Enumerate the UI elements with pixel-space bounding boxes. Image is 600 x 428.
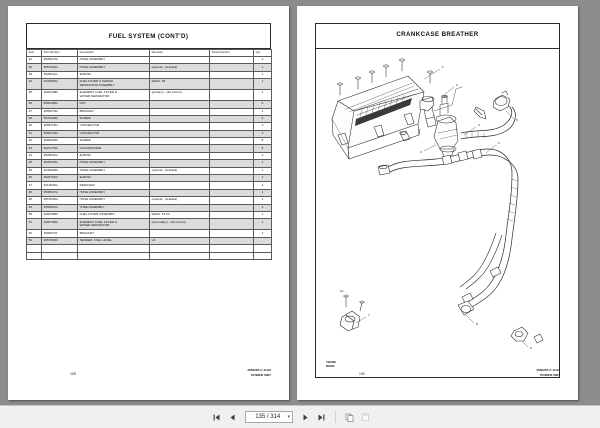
table-row bbox=[27, 189, 272, 196]
description-cell: NUT bbox=[78, 101, 150, 108]
serial-number-cell bbox=[210, 57, 254, 64]
remarks-cell bbox=[150, 138, 210, 145]
table-row bbox=[27, 167, 272, 174]
table-row bbox=[27, 64, 272, 71]
description-cell: HOSE ASSEMBLY bbox=[78, 197, 150, 204]
qty-cell: 1 bbox=[254, 230, 272, 237]
item-cell: 32 bbox=[27, 57, 42, 64]
item-cell: 35 bbox=[27, 90, 42, 101]
col-qty: Qty bbox=[254, 50, 272, 57]
footer-doc-code: 4650287-C 11/13 bbox=[247, 368, 271, 372]
toolbar-separator bbox=[335, 411, 336, 423]
item-cell: 36 bbox=[27, 101, 42, 108]
table-row-empty bbox=[27, 252, 272, 259]
serial-number-cell bbox=[210, 145, 254, 152]
serial-number-cell bbox=[210, 175, 254, 182]
empty-cell bbox=[27, 245, 42, 252]
footer-doc-unit: POWER UNIT bbox=[540, 372, 560, 377]
callout-9: 9 bbox=[530, 346, 532, 350]
description-cell: FUEL FILTER ASSEMBLY bbox=[78, 211, 150, 218]
item-cell: 53 bbox=[27, 237, 42, 244]
description-cell: SENDER, FUEL LEVEL bbox=[78, 237, 150, 244]
serial-number-cell bbox=[210, 64, 254, 71]
remarks-cell: W/Ref. 51-52 bbox=[150, 211, 210, 218]
table-row bbox=[27, 57, 272, 64]
remarks-cell bbox=[150, 57, 210, 64]
next-page-icon[interactable] bbox=[299, 411, 312, 424]
serial-number-cell bbox=[210, 189, 254, 196]
qty-cell: 1 bbox=[254, 160, 272, 167]
remarks-cell bbox=[150, 115, 210, 122]
qty-cell: 1 bbox=[254, 167, 272, 174]
serial-number-cell bbox=[210, 108, 254, 115]
table-row bbox=[27, 108, 272, 115]
serial-number-cell bbox=[210, 123, 254, 130]
description-cell: SCREW bbox=[78, 138, 150, 145]
item-cell: 41 bbox=[27, 130, 42, 137]
item-cell: 37 bbox=[27, 108, 42, 115]
table-row bbox=[27, 145, 272, 152]
table-row bbox=[27, 79, 272, 90]
empty-cell bbox=[78, 245, 150, 252]
empty-cell bbox=[27, 252, 42, 259]
diagram-title: CRANKCASE BREATHER bbox=[396, 31, 479, 38]
part-number-cell: 1590670T bbox=[42, 230, 78, 237]
part-number-cell: 4655279G bbox=[42, 108, 78, 115]
description-cell: SCREW bbox=[78, 115, 150, 122]
col-desc: Description bbox=[78, 50, 150, 57]
part-number-cell: 3214533G bbox=[42, 182, 78, 189]
qty-cell: 1 bbox=[254, 175, 272, 182]
serial-number-cell bbox=[210, 71, 254, 78]
remarks-cell: (secondary) - (10 micron) bbox=[150, 219, 210, 230]
callout-2: 2 bbox=[456, 83, 458, 87]
table-row bbox=[27, 182, 272, 189]
part-number-cell: 5266603R bbox=[42, 138, 78, 145]
col-ser: Serial Number bbox=[210, 50, 254, 57]
description-cell: HOSE ASSEMBLY bbox=[78, 189, 150, 196]
description-cell: BRACKET bbox=[78, 108, 150, 115]
last-page-icon[interactable] bbox=[315, 411, 328, 424]
empty-cell bbox=[78, 252, 150, 259]
description-cell: HOSE ASSEMBLY bbox=[78, 160, 150, 167]
remarks-cell bbox=[150, 189, 210, 196]
qty-cell: 1 bbox=[254, 108, 272, 115]
remarks-cell: (primary) - (30 micron) bbox=[150, 90, 210, 101]
item-cell: 42 bbox=[27, 138, 42, 145]
qty-cell: 1 bbox=[254, 189, 272, 196]
callout-8: 8 bbox=[476, 322, 478, 326]
remarks-cell bbox=[150, 108, 210, 115]
qty-cell: 1 bbox=[254, 79, 272, 90]
serial-number-cell bbox=[210, 160, 254, 167]
serial-number-cell bbox=[210, 204, 254, 211]
table-row bbox=[27, 123, 272, 130]
qty-cell: 1 bbox=[254, 57, 272, 64]
copy-icon[interactable] bbox=[343, 411, 356, 424]
serial-number-cell bbox=[210, 219, 254, 230]
item-cell: 40 bbox=[27, 123, 42, 130]
empty-cell bbox=[210, 252, 254, 259]
part-number-cell: 3526791R bbox=[42, 175, 78, 182]
document-page-right[interactable] bbox=[297, 6, 578, 400]
left-page-footer bbox=[26, 368, 271, 382]
item-cell: 46 bbox=[27, 175, 42, 182]
serial-number-cell bbox=[210, 130, 254, 137]
description-cell: HOSE ASSEMBLY bbox=[78, 64, 150, 71]
qty-cell: 1 bbox=[254, 211, 272, 218]
description-cell: HOSE ASSEMBLY bbox=[78, 167, 150, 174]
item-cell: 43 bbox=[27, 145, 42, 152]
page-number-value: 135 / 314 bbox=[255, 414, 281, 420]
first-page-icon[interactable] bbox=[210, 411, 223, 424]
part-number-cell: 4655624G bbox=[42, 204, 78, 211]
empty-cell bbox=[254, 252, 272, 259]
qty-cell: 1 bbox=[254, 204, 272, 211]
callout-5: 5 bbox=[516, 118, 518, 122]
table-row bbox=[27, 230, 272, 237]
item-cell: 33 bbox=[27, 71, 42, 78]
callout-10: 10 bbox=[340, 289, 344, 293]
description-cell: FUEL FILTER & WATER SEPARATOR ASSEMBLY bbox=[78, 79, 150, 90]
item-cell: 38 bbox=[27, 115, 42, 122]
remarks-cell bbox=[150, 152, 210, 159]
remarks-cell bbox=[150, 71, 210, 78]
footer-doc-code: 4650287-C 11/13 bbox=[536, 368, 560, 372]
description-cell: ELEMENT, FUEL FILTER & WATER SEPARATOR bbox=[78, 90, 150, 101]
item-cell: 32 bbox=[27, 64, 42, 71]
table-row bbox=[27, 197, 272, 204]
qty-cell bbox=[254, 237, 272, 244]
item-cell: 45 bbox=[27, 160, 42, 167]
empty-cell bbox=[150, 245, 210, 252]
table-row bbox=[27, 101, 272, 108]
table-row bbox=[27, 152, 272, 159]
part-number-cell: 3525011G bbox=[42, 71, 78, 78]
description-cell: TUBE ASSEMBLY bbox=[78, 204, 150, 211]
item-cell: 47 bbox=[27, 182, 42, 189]
remarks-cell bbox=[150, 145, 210, 152]
part-number-cell: 3231865G bbox=[42, 79, 78, 90]
left-page-title-box bbox=[26, 23, 271, 49]
footer-doc-unit: POWER UNIT bbox=[251, 372, 271, 377]
table-row bbox=[27, 160, 272, 167]
description-cell: BRACKET bbox=[78, 230, 150, 237]
qty-cell: 5 bbox=[254, 138, 272, 145]
empty-cell bbox=[254, 245, 272, 252]
remarks-cell: optional - (braided) bbox=[150, 197, 210, 204]
table-row bbox=[27, 219, 272, 230]
diagram-frame bbox=[315, 23, 560, 378]
item-cell: 45 bbox=[27, 167, 42, 174]
description-cell: ELBOW bbox=[78, 71, 150, 78]
part-number-cell: 4657036G bbox=[42, 197, 78, 204]
description-cell: CONNECTOR bbox=[78, 130, 150, 137]
remarks-cell bbox=[150, 230, 210, 237]
footer-page-number: 128 bbox=[70, 372, 76, 376]
item-cell: 51 bbox=[27, 219, 42, 230]
remarks-cell bbox=[150, 101, 210, 108]
table-row bbox=[27, 237, 272, 244]
page-number-input[interactable] bbox=[245, 411, 293, 423]
part-number-cell: 3282790R bbox=[42, 219, 78, 230]
description-cell: REDUCER bbox=[78, 182, 150, 189]
empty-cell bbox=[42, 252, 78, 259]
qty-cell: 1 bbox=[254, 130, 272, 137]
part-number-cell: 4655279G bbox=[42, 130, 78, 137]
col-part: Part Number bbox=[42, 50, 78, 57]
crankcase-breather-diagram bbox=[316, 49, 561, 378]
description-cell: HOSE ASSEMBLY bbox=[78, 57, 150, 64]
page-navigation-group[interactable] bbox=[210, 411, 372, 424]
qty-cell: 1 bbox=[254, 219, 272, 230]
table-row bbox=[27, 115, 272, 122]
qty-cell: 6 bbox=[254, 115, 272, 122]
item-cell: 48 bbox=[27, 189, 42, 196]
serial-number-cell bbox=[210, 90, 254, 101]
serial-number-cell bbox=[210, 101, 254, 108]
callout-3: 3 bbox=[420, 150, 422, 154]
footer-page-number: 130 bbox=[359, 372, 365, 376]
table-row bbox=[27, 130, 272, 137]
callout-6: 6 bbox=[498, 141, 500, 145]
part-number-cell: 4657802R bbox=[42, 237, 78, 244]
serial-number-cell bbox=[210, 211, 254, 218]
document-page-left[interactable] bbox=[8, 6, 289, 400]
part-number-cell: 5670440R bbox=[42, 115, 78, 122]
qty-cell: 1 bbox=[254, 71, 272, 78]
callout-4: 4 bbox=[478, 123, 480, 127]
remarks-cell bbox=[150, 182, 210, 189]
item-cell: 49 bbox=[27, 204, 42, 211]
col-rem: Remarks bbox=[150, 50, 210, 57]
table-header-row bbox=[27, 50, 272, 57]
qty-cell: 1 bbox=[254, 64, 272, 71]
description-cell: LOCKWASHER bbox=[78, 145, 150, 152]
remarks-cell bbox=[150, 123, 210, 130]
qty-cell: 5 bbox=[254, 145, 272, 152]
trade-mark-label: TRADE MARK bbox=[326, 360, 336, 369]
serial-number-cell bbox=[210, 230, 254, 237]
empty-cell bbox=[42, 245, 78, 252]
part-number-cell: 3530547G bbox=[42, 189, 78, 196]
remarks-cell bbox=[150, 204, 210, 211]
remarks-cell bbox=[150, 130, 210, 137]
serial-number-cell bbox=[210, 237, 254, 244]
serial-number-cell bbox=[210, 79, 254, 90]
item-cell: 34 bbox=[27, 79, 42, 90]
paste-icon[interactable] bbox=[359, 411, 372, 424]
part-number-cell: 3220138R bbox=[42, 90, 78, 101]
empty-cell bbox=[150, 252, 210, 259]
qty-cell: 1 bbox=[254, 90, 272, 101]
pdf-toolbar[interactable] bbox=[0, 405, 600, 428]
qty-cell: 1 bbox=[254, 197, 272, 204]
callout-1: 1 bbox=[442, 65, 444, 69]
page-title: FUEL SYSTEM (CONT'D) bbox=[108, 32, 189, 40]
right-page-footer bbox=[315, 368, 560, 382]
serial-number-cell bbox=[210, 167, 254, 174]
part-number-cell: 3282789R bbox=[42, 211, 78, 218]
qty-cell: 1 bbox=[254, 123, 272, 130]
part-number-cell: 3525030G bbox=[42, 160, 78, 167]
parts-table bbox=[26, 49, 272, 260]
part-number-cell: 5227275G bbox=[42, 145, 78, 152]
serial-number-cell bbox=[210, 138, 254, 145]
part-number-cell: 3528644G bbox=[42, 152, 78, 159]
chevron-down-icon[interactable]: ▾ bbox=[287, 414, 290, 420]
table-row bbox=[27, 71, 272, 78]
table-row bbox=[27, 175, 272, 182]
footer-doc-block bbox=[536, 368, 560, 377]
remarks-cell: W/Ref. 35 bbox=[150, 79, 210, 90]
previous-page-icon[interactable] bbox=[226, 411, 239, 424]
remarks-cell bbox=[150, 175, 210, 182]
part-number-cell: 5680188G bbox=[42, 101, 78, 108]
table-row bbox=[27, 204, 272, 211]
table-row bbox=[27, 90, 272, 101]
description-cell: CONNECTOR bbox=[78, 123, 150, 130]
remarks-cell: optional - (braided) bbox=[150, 167, 210, 174]
callout-7: 7 bbox=[368, 313, 370, 317]
col-item: Item bbox=[27, 50, 42, 57]
part-number-cell: 3239604R bbox=[42, 167, 78, 174]
remarks-cell: U1 bbox=[150, 237, 210, 244]
item-cell: 44 bbox=[27, 152, 42, 159]
item-cell: 52 bbox=[27, 230, 42, 237]
item-cell: 48 bbox=[27, 197, 42, 204]
serial-number-cell bbox=[210, 152, 254, 159]
qty-cell: 1 bbox=[254, 152, 272, 159]
part-number-cell: 4655376G bbox=[42, 123, 78, 130]
remarks-cell bbox=[150, 160, 210, 167]
empty-cell bbox=[210, 245, 254, 252]
table-row bbox=[27, 138, 272, 145]
part-number-cell: 4657036G bbox=[42, 64, 78, 71]
qty-cell: 6 bbox=[254, 101, 272, 108]
table-row bbox=[27, 211, 272, 218]
footer-doc-block bbox=[247, 368, 271, 377]
description-cell: ELBOW bbox=[78, 152, 150, 159]
serial-number-cell bbox=[210, 182, 254, 189]
item-cell: 50 bbox=[27, 211, 42, 218]
description-cell: ELEMENT, FUEL FILTER & WATER SEPARATOR bbox=[78, 219, 150, 230]
qty-cell: 1 bbox=[254, 182, 272, 189]
parts-table-body bbox=[27, 57, 272, 260]
table-row-empty bbox=[27, 245, 272, 252]
serial-number-cell bbox=[210, 197, 254, 204]
description-cell: ELBOW bbox=[78, 175, 150, 182]
part-number-cell: 3529017R bbox=[42, 57, 78, 64]
serial-number-cell bbox=[210, 115, 254, 122]
remarks-cell: optional - (braided) bbox=[150, 64, 210, 71]
